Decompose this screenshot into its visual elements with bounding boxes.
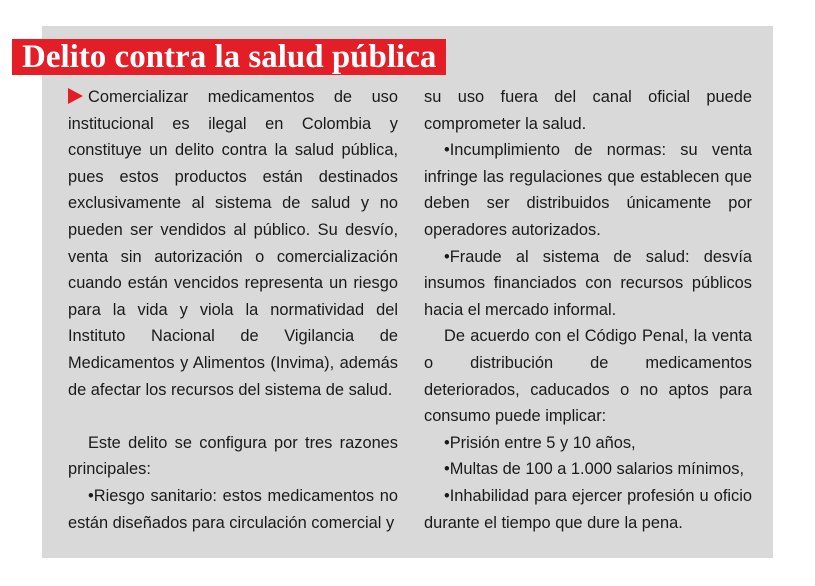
reason-1-paragraph: •Riesgo sanitario: estos medicamentos no están diseñados para circulación comercial y xyxy=(68,486,398,532)
red-arrow-icon xyxy=(68,88,83,104)
intro-paragraph xyxy=(68,84,398,403)
penal-intro-paragraph: De acuerdo con el Código Penal, la venta o distribución de medicamentos deteriorados, caducados o no aptos para consumo puede implicar: xyxy=(424,327,752,426)
intro-text: Comercializar medicamentos de uso institucional es ilegal en Colombia y constituye un delito contra la salud pública, pues estos productos están destinados exclusivamente al sistema de salud y no pueden ser vendidos al público. Su desvío, venta sin autorización o comercialización cuando están vencidos representa un riesgo para la vida y viola la normatividad del Instituto Nacional de Vigilancia de Medicamentos y Alimentos (Invima), además de afectar los recursos del sistema de salud. xyxy=(68,88,398,399)
penalty-1-item: •Prisión entre 5 y 10 años, xyxy=(444,433,636,452)
reason-3-paragraph: •Fraude al sistema de salud: desvía insumos financiados con recursos públicos hacia el mercado informal. xyxy=(424,247,752,319)
penalty-2-item: •Multas de 100 a 1.000 salarios mínimos, xyxy=(444,460,745,479)
reasons-intro-paragraph: Este delito se configura por tres razones principales: xyxy=(68,433,398,479)
reason-2-paragraph: •Incumplimiento de normas: su venta infringe las regulaciones que establecen que deben ser distribuidos únicamente por operadores autorizados. xyxy=(424,141,752,239)
penalty-3-item: •Inhabilidad para ejercer profesión u oficio durante el tiempo que dure la pena. xyxy=(424,486,752,532)
reason-1-continuation: su uso fuera del canal oficial puede comprometer la salud. xyxy=(424,88,752,133)
left-column xyxy=(68,84,398,536)
box-title: Delito contra la salud pública xyxy=(12,39,446,75)
right-column xyxy=(424,84,752,536)
